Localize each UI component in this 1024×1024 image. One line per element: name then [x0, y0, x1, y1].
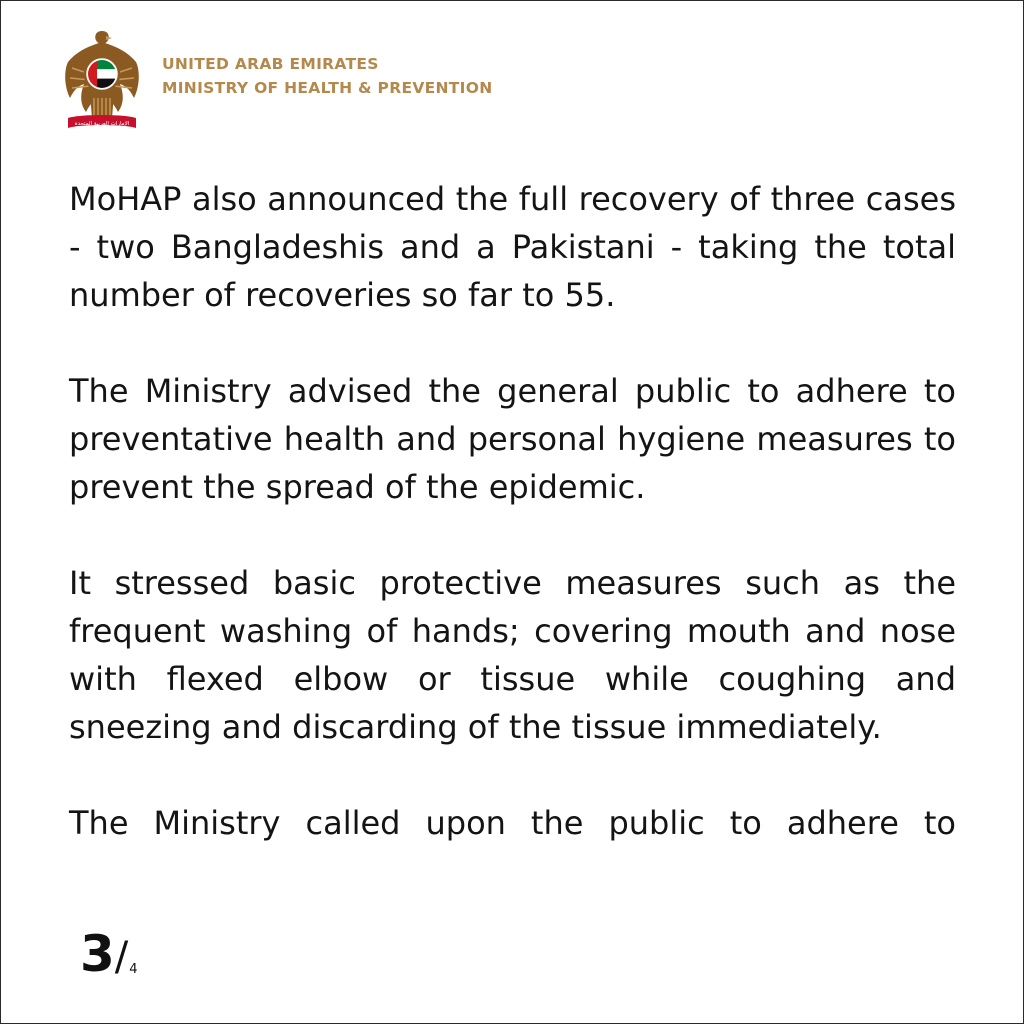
page-indicator [80, 925, 138, 983]
total-pages-number: 4 [129, 962, 138, 977]
paragraph-recoveries: MoHAP also announced the full recovery of three cases - two Bangladeshis and a Pakistani - taking the total number of recoveries so far to 55. [69, 180, 956, 314]
paragraph-measures: It stressed basic protective measures such as the frequent washing of hands; covering mouth and nose with flexed elbow or tissue while coughing and sneezing and discarding of the tissue immediately. [69, 564, 956, 746]
header [60, 28, 493, 134]
country-label: UNITED ARAB EMIRATES [162, 55, 379, 73]
current-page-number: 3 [80, 925, 115, 983]
ministry-name [162, 52, 493, 100]
page-separator: / [114, 934, 129, 980]
ministry-label: MINISTRY OF HEALTH & PREVENTION [162, 79, 493, 97]
uae-emblem-icon [60, 28, 144, 134]
svg-text:الإمارات العربية المتحدة: الإمارات العربية المتحدة [74, 121, 130, 127]
paragraph-advice: The Ministry advised the general public to adhere to preventative health and personal hygiene measures to prevent the spread of the epidemic. [69, 372, 956, 506]
article-body [69, 175, 956, 847]
paragraph-call-to-public: The Ministry called upon the public to adhere to [69, 804, 956, 842]
